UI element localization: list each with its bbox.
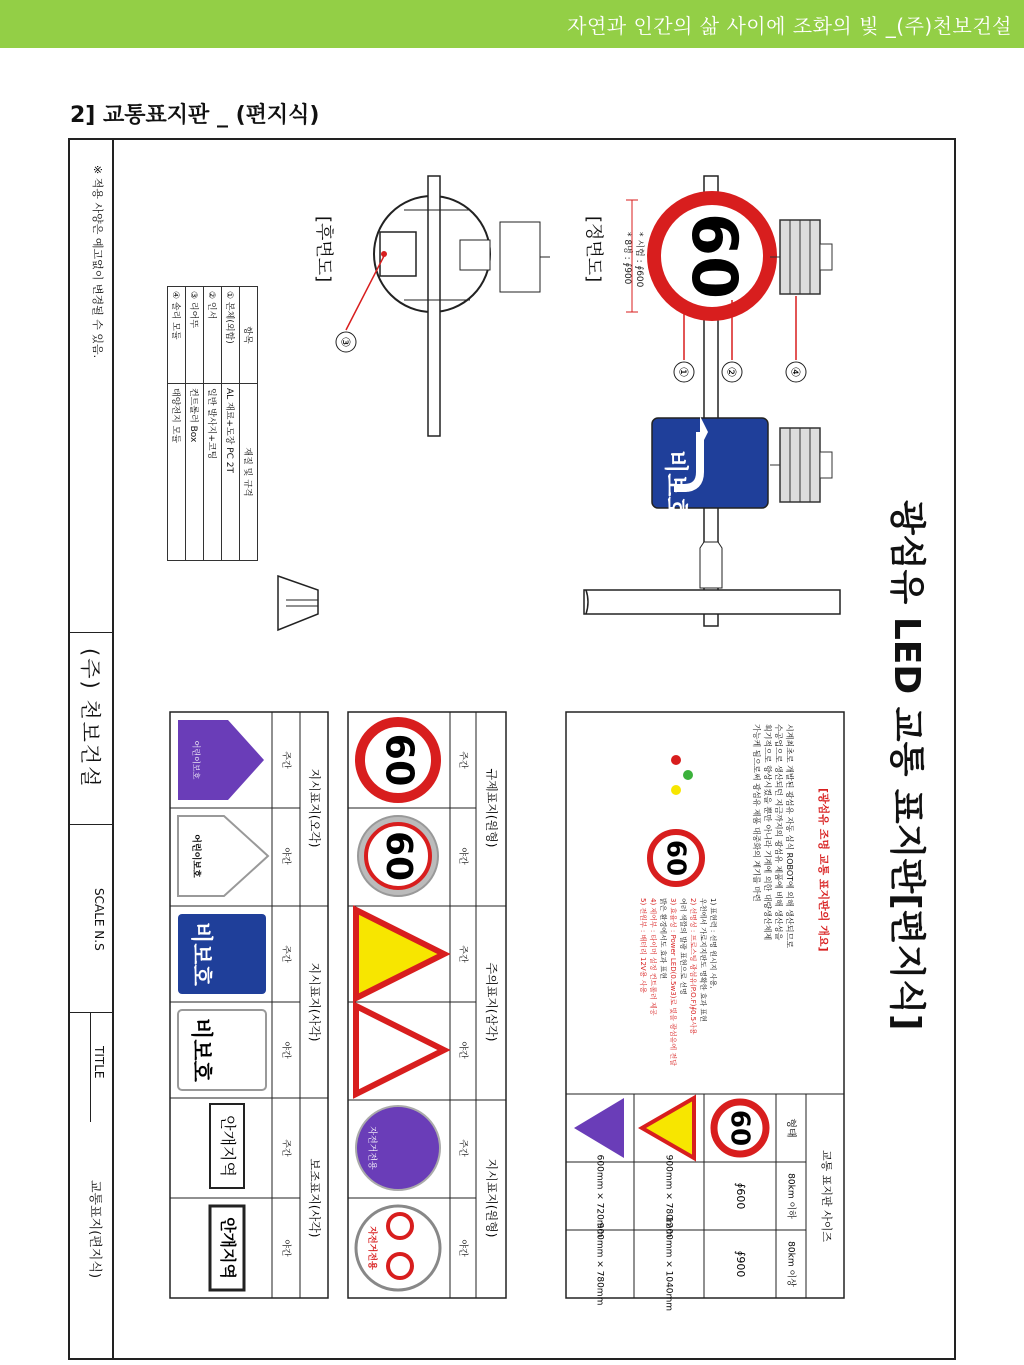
size-table-title: 교통 표지판 사이즈 [820, 1149, 833, 1243]
svg-text:1200mm × 1040mm: 1200mm × 1040mm [663, 1216, 674, 1312]
svg-text:야간: 야간 [280, 1041, 291, 1059]
front-arm [584, 590, 840, 614]
svg-text:어린이보호: 어린이보호 [191, 740, 201, 780]
svg-text:비보호: 비보호 [188, 922, 213, 986]
school-zone-sign-day [178, 720, 264, 800]
svg-text:지시표지(오각): 지시표지(오각) [307, 768, 322, 848]
svg-text:주간: 주간 [457, 1139, 468, 1157]
svg-text:60: 60 [378, 830, 419, 882]
svg-text:900mm × 780mm: 900mm × 780mm [663, 1154, 674, 1238]
main-title: 광섬유 LED 교통 표지판[편지식] [886, 500, 927, 1031]
rear-panel [500, 222, 540, 292]
dimension-notes: * 시험 : ∮600 * 8명 : ∮900 [622, 232, 644, 288]
svg-text:주간: 주간 [280, 1139, 291, 1157]
svg-text:900mm × 780mm: 900mm × 780mm [594, 1222, 605, 1306]
svg-text:60: 60 [724, 1109, 755, 1147]
parts-table: 항목 재질 및 규격 ① 본체(외함) AL 재료+도장 PC 2T ② 인서 일반 발사지+코팅 ③ 리어뚜 컨트롤러 Box ④ 솔리 모듈 태양전지 모듈 [167, 286, 258, 561]
svg-text:보조표지(사각): 보조표지(사각) [307, 1158, 322, 1238]
rear-view-label: [후면도] [313, 216, 334, 283]
speed-value: 60 [677, 212, 751, 300]
svg-text:②: ② [724, 366, 739, 378]
front-view-label: [정면도] [583, 216, 604, 283]
svg-text:④: ④ [788, 366, 803, 378]
titleblock-title-label: TITLE [92, 1046, 106, 1079]
svg-text:80km 이하: 80km 이하 [785, 1173, 796, 1219]
svg-text:주간: 주간 [457, 751, 468, 769]
svg-text:주간: 주간 [280, 945, 291, 963]
solar-panel-icon [770, 428, 832, 502]
arm-end [278, 576, 318, 630]
svg-text:형태: 형태 [785, 1118, 796, 1138]
overview-body: 시계최초로 개발된 광섬유 자동 심식 ROBOT에 의해 생산되므로 수공업으로 생산되던 지금까지의 광섬유 제품에 비해 생산성을 획기적으로 향상시켰을 뿐만 아니라 기계에 의한 대량생산체제 가능케 됨으로써 광섬유 제품 대중화의 계기를 마련 [752, 724, 794, 948]
svg-text:∮900: ∮900 [734, 1250, 747, 1278]
caution-sign-day [356, 910, 444, 998]
size-caution-sign [642, 1098, 694, 1158]
svg-text:60: 60 [377, 733, 422, 787]
svg-text:야간: 야간 [280, 847, 291, 865]
callout-3 [336, 256, 384, 352]
overview-box [566, 712, 844, 1298]
svg-text:③: ③ [338, 336, 353, 348]
caution-sign-night [356, 1006, 444, 1094]
svg-text:600mm × 720mm: 600mm × 720mm [594, 1154, 605, 1238]
spec-note: ※ 적용 사양은 예고없이 변경될 수 있음. [91, 165, 104, 359]
overview-features: 1) 표현력 : 선명 원시지 사용, 우천에서 가로지지판도 명확한 효과 표현 2) 선명성 : 프로스팅 광섬유(P.O.F)∮0.5사용 여러 색깔의 발광 표현으로 선명 3) 효율성 : Power LED(0.5w3)로 빛을 광섬유에 전달 밝은 환경에서도 효과 표현 4) 제어부 : 타이머 설정 컨트롤러 제공 5) 전원부 : 배터리 12V용 사용 [639, 898, 717, 1066]
svg-text:80km 이상: 80km 이상 [785, 1241, 796, 1287]
svg-text:야간: 야간 [280, 1239, 291, 1257]
size-school-sign [574, 1098, 624, 1158]
svg-text:지시표지(원형): 지시표지(원형) [484, 1158, 499, 1238]
svg-text:주의표지(삼각): 주의표지(삼각) [484, 962, 499, 1042]
pole-clamp [700, 542, 722, 588]
svg-text:60: 60 [660, 839, 691, 877]
svg-text:∮600: ∮600 [734, 1182, 747, 1210]
svg-text:안개지역: 안개지역 [218, 1217, 238, 1279]
svg-text:자전거전용: 자전거전용 [366, 1226, 377, 1270]
page-title: 2] 교통표지판 _ (편지식) [70, 103, 320, 128]
bracket [460, 240, 490, 270]
svg-text:주간: 주간 [280, 751, 291, 769]
callout-1 [674, 308, 694, 382]
svg-text:안개지역: 안개지역 [218, 1115, 238, 1177]
svg-text:규제표지(원형): 규제표지(원형) [484, 768, 499, 848]
svg-text:비보호: 비보호 [188, 1018, 213, 1082]
svg-text:지시표지(사각): 지시표지(사각) [307, 962, 322, 1042]
svg-text:①: ① [676, 366, 691, 378]
banner-text: 자연과 인간의 삶 사이에 조화의 빛 _(주)천보건설 [567, 14, 1012, 38]
titleblock-company: (주) 천보건설 [78, 648, 102, 789]
svg-text:야간: 야간 [457, 847, 468, 865]
rear-pole [428, 176, 440, 436]
svg-text:야간: 야간 [457, 1239, 468, 1257]
sign-table-1 [348, 712, 506, 1298]
titleblock-scale: SCALE N.S [92, 888, 106, 951]
solar-panel-icon [770, 220, 832, 294]
svg-text:야간: 야간 [457, 1041, 468, 1059]
callout-4 [786, 296, 806, 382]
svg-text:어린이보호: 어린이보호 [190, 834, 201, 878]
svg-text:주간: 주간 [457, 945, 468, 963]
titleblock-title-value: 교통표지(편지식) [87, 1180, 102, 1279]
guide-sign-text: 비보호 [662, 450, 690, 520]
svg-text:자전거전용: 자전거전용 [366, 1126, 377, 1170]
overview-title: [광섬유 조명 교통 표지판의 개요] [817, 788, 830, 952]
